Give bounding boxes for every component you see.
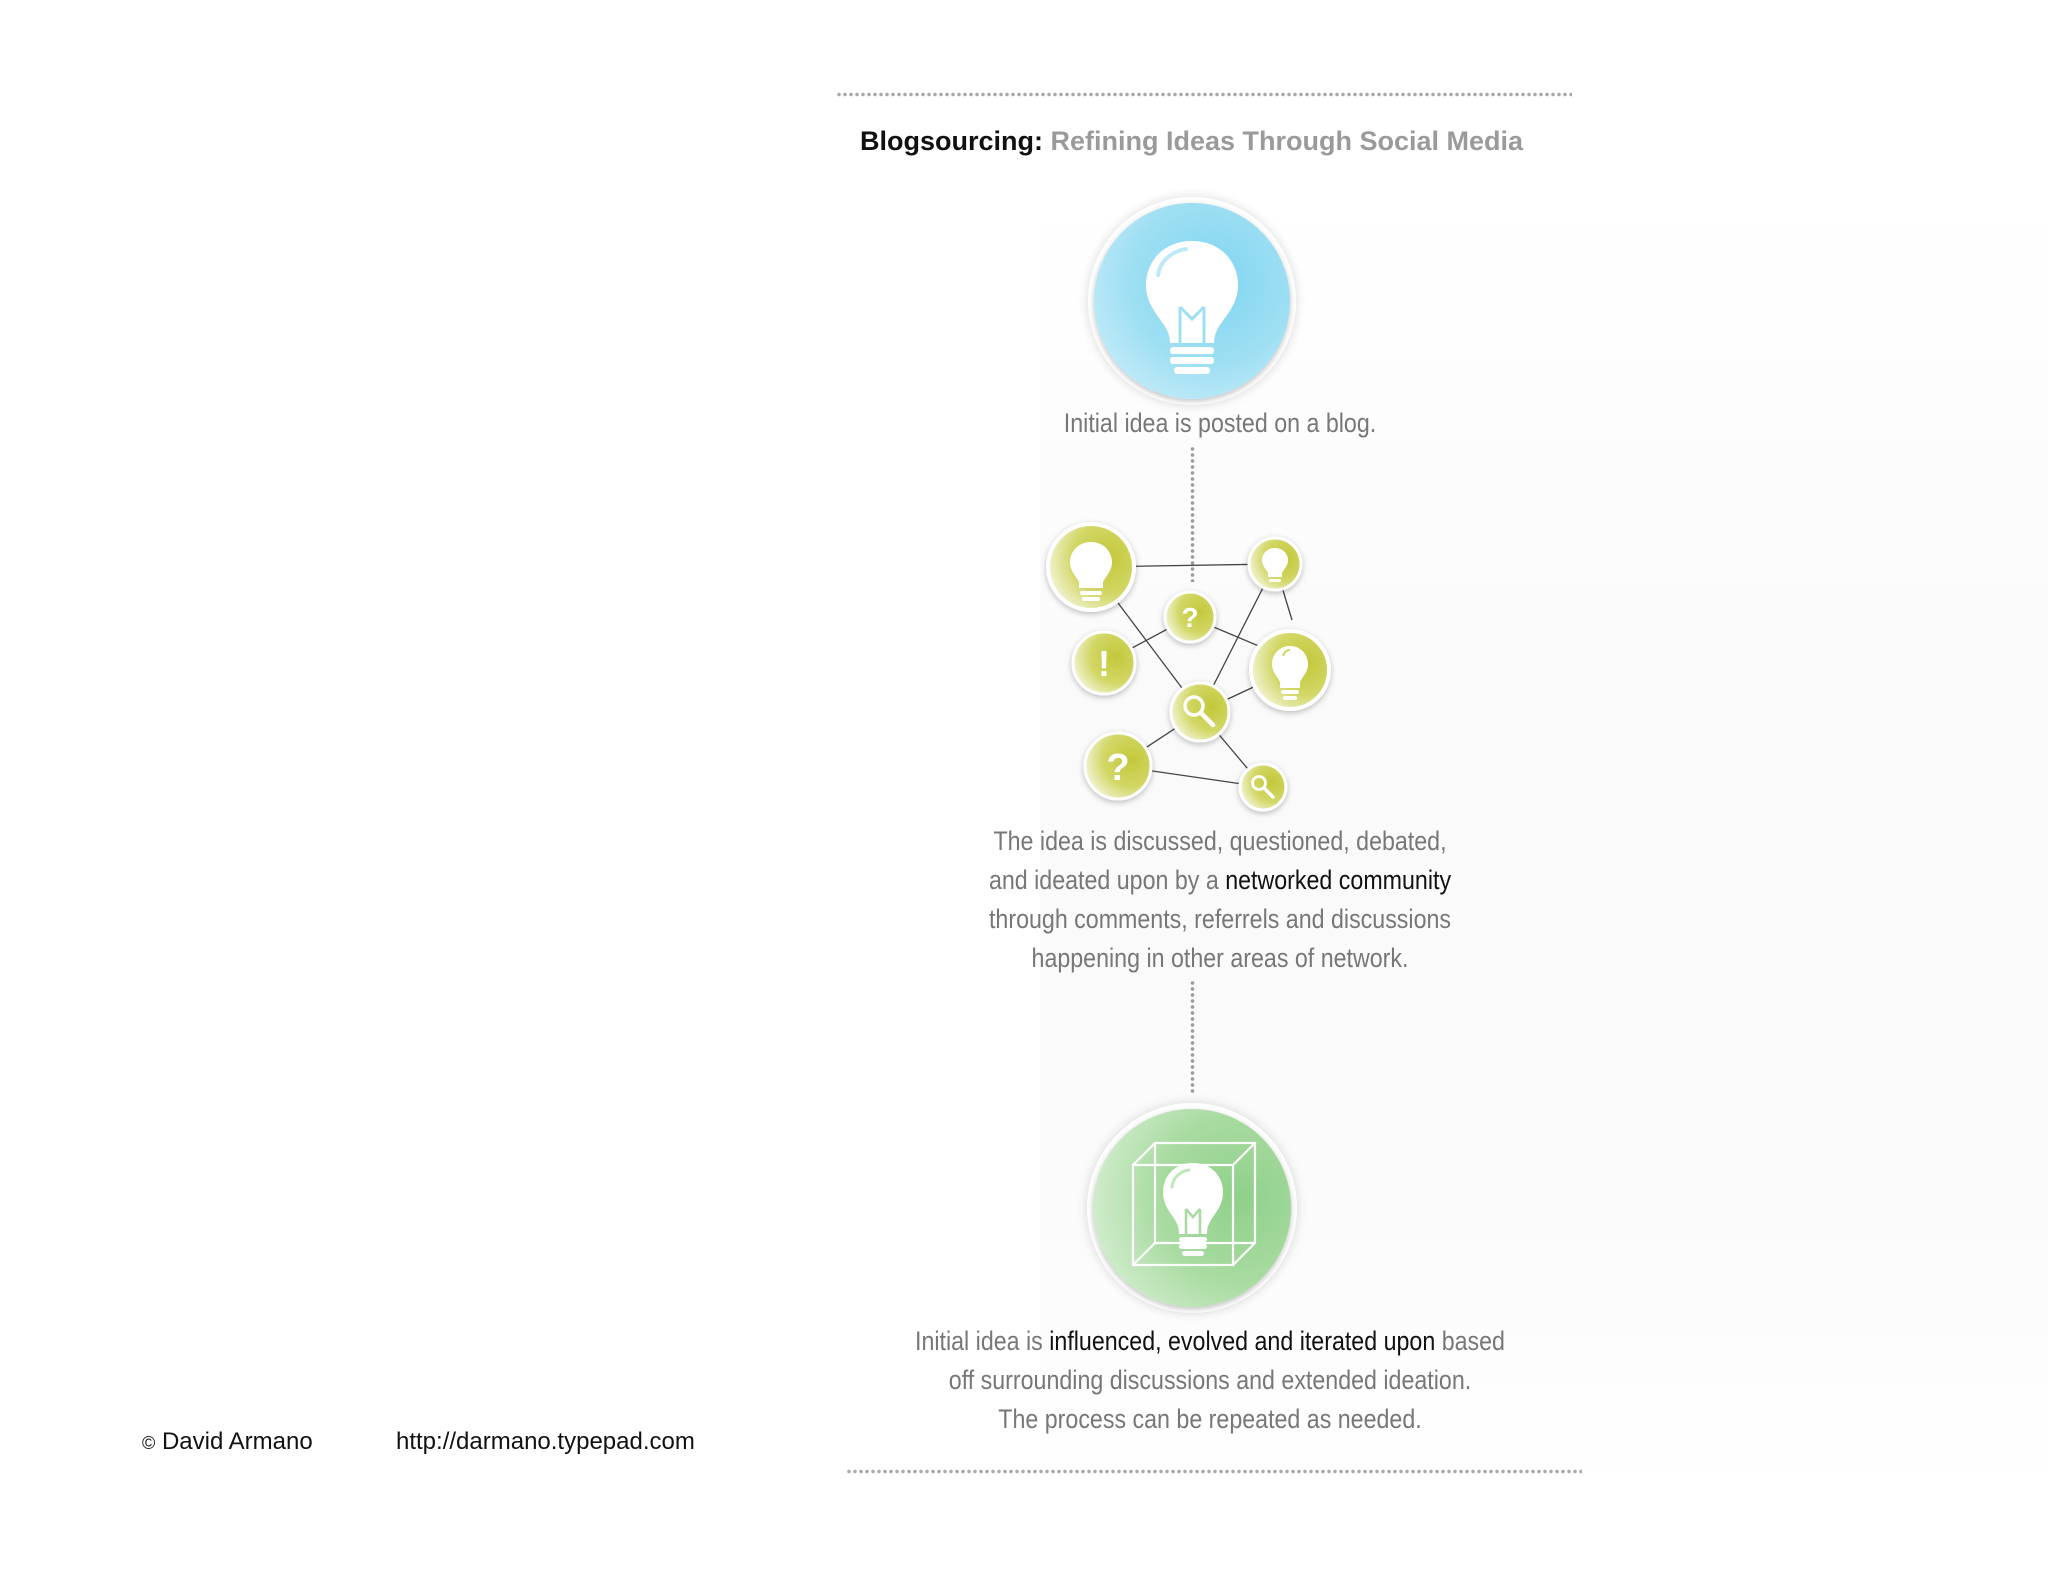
top-divider xyxy=(836,92,1572,97)
step2-line3: through comments, referrels and discussions xyxy=(988,904,1452,934)
title-light: Refining Ideas Through Social Media xyxy=(1050,126,1524,156)
diagram-title xyxy=(860,126,1600,157)
node-magnifier-center xyxy=(1171,683,1229,741)
lightbulb-icon xyxy=(1094,203,1290,399)
footer-url[interactable]: http://darmano.typepad.com xyxy=(396,1428,695,1455)
node-question-large xyxy=(1085,733,1151,799)
evolved-idea-circle xyxy=(1093,1109,1291,1307)
connector-2 xyxy=(1190,980,1195,1094)
lightbulb-in-box-icon xyxy=(1093,1109,1291,1307)
title-bold: Blogsourcing: xyxy=(860,126,1043,156)
idea-circle xyxy=(1094,203,1290,399)
step2-line2 xyxy=(910,861,1529,900)
step2-caption xyxy=(910,822,1529,978)
step2-line4: happening in other areas of network. xyxy=(1031,943,1409,973)
copyright-symbol: © xyxy=(142,1433,156,1453)
node-question-small xyxy=(1165,592,1215,642)
footer-author: David Armano xyxy=(161,1428,313,1455)
step3-caption xyxy=(857,1322,1562,1439)
node-medium-bulb xyxy=(1251,631,1329,709)
step3-line2: off surrounding discussions and extended ideation. xyxy=(948,1365,1472,1395)
svg-text:?: ? xyxy=(1181,602,1199,633)
step2-line2-text: and ideated upon by a xyxy=(988,865,1226,895)
svg-text:?: ? xyxy=(1106,747,1130,789)
step2-highlight: networked community xyxy=(1225,865,1452,895)
bottom-divider xyxy=(846,1469,1582,1474)
node-small-bulb xyxy=(1249,538,1301,590)
step3-line3: The process can be repeated as needed. xyxy=(998,1404,1422,1434)
step1-caption: Initial idea is posted on a blog. xyxy=(1063,408,1377,438)
step3-line1 xyxy=(857,1322,1562,1361)
step3-highlight: influenced, evolved and iterated upon xyxy=(1049,1326,1436,1356)
node-magnifier-small xyxy=(1240,764,1286,810)
step3-line1b: based xyxy=(1435,1326,1505,1356)
step3-line1a: Initial idea is xyxy=(915,1326,1050,1356)
node-exclamation xyxy=(1073,632,1135,694)
step2-line1: The idea is discussed, questioned, debated, xyxy=(993,826,1447,856)
svg-text:!: ! xyxy=(1098,643,1110,684)
network-diagram xyxy=(1030,510,1370,820)
footer-copyright xyxy=(142,1428,313,1456)
node-large-bulb xyxy=(1048,524,1134,610)
